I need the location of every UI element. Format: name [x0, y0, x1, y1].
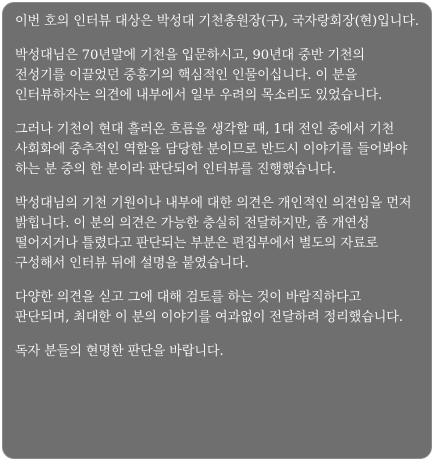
disclaimer-paragraph: 박성대님의 기천 기원이나 내부에 대한 의견은 개인적인 의견임을 먼저 밝힙니다. 이 분의 의견은 가능한 충실히 전달하지만, 좀 개연성 떨어지거나 틀렸다고 판단되는 부분은 편집부에서 별도의 자료로 구성해서 인터뷰 뒤에 설명을 붙였습니다.	[15, 196, 412, 271]
intro-paragraph: 이번 호의 인터뷰 대상은 박성대 기천총원장(구), 국자랑회장(현)입니다.	[15, 14, 419, 29]
background-paragraph: 박성대님은 70년말에 기천을 입문하시고, 90년대 중반 기천의 전성기를 이끌었던 중흥기의 핵심적인 인물이십니다. 이 분을 인터뷰하자는 의견에 내부에서 일부 우려의 목소리도 있었습니다.	[15, 48, 383, 103]
editor-note-box	[2, 2, 432, 459]
editorial-policy-paragraph: 다양한 의견을 싣고 그에 대해 검토를 하는 것이 바람직하다고 판단되며, 최대한 이 분의 이야기를 여과없이 전달하려 정리했습니다.	[15, 290, 403, 325]
reason-paragraph: 그러나 기천이 현대 흘러온 흐름을 생각할 때, 1대 전인 중에서 기천 사회화에 중추적인 역할을 담당한 분이므로 반드시 이야기를 들어봐야 하는 분 중의 한 분이라 판단되어 인터뷰를 진행했습니다.	[15, 122, 408, 177]
closing-paragraph: 독자 분들의 현명한 판단을 바랍니다.	[15, 344, 224, 359]
